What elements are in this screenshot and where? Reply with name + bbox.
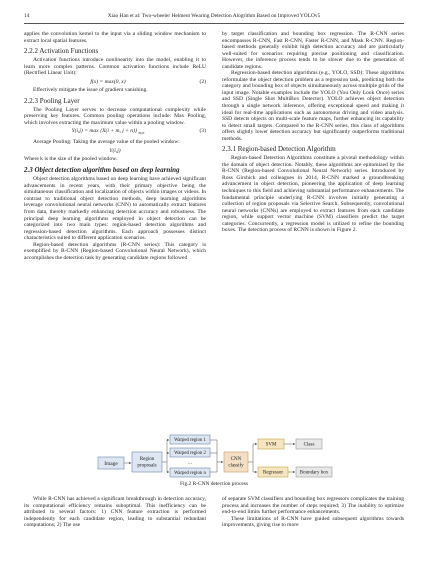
warped-region-1-label: Warped region 1 (174, 438, 206, 443)
left-column (24, 31, 206, 261)
heading-section-2-3: 2.3 Object detection algorithm based on deep learning (24, 165, 180, 174)
cnn-classify-box (224, 452, 248, 472)
warped-region-n-label: Warped region n (174, 471, 206, 476)
regressor-label: Regressor (263, 470, 283, 476)
paragraph-vanishing: Effectively mitigate the issue of gradient vanishing. (33, 87, 148, 94)
region-proposals-label-2: proposals (137, 463, 157, 469)
bottom-right-column (222, 496, 404, 529)
paragraph-average-pooling: Average Pooling: Taking the average value of the pooled window: (33, 139, 180, 146)
region-proposals-box (132, 452, 162, 472)
equation-2-body: f(x) = max(0, x) (90, 78, 126, 85)
running-title: Xiao Han et al: Two-wheeler Helment Wearing Detection Alogrithm Based on Improved YOLOv5 (107, 13, 321, 19)
equation-3-subscript: m,n (138, 130, 145, 136)
equation-2 (24, 79, 206, 86)
paragraph-where: Where k is the size of the pooled window. (24, 156, 118, 163)
warped-regions (170, 435, 210, 477)
equation-average: Y(i,j) (109, 147, 121, 154)
boundary-box-label: Boundary box (299, 470, 329, 476)
paragraph-rcnn-series: by target classification and bounding box regression. The R-CNN series encompasses R-CNN, Fast R-CNN, Faster R-CNN, and Mask R-CNN. Region-based methods generally exhibit high detection accuracy and are particularly well-suited for scenarios requiring precise positioning and classification. However, the inference process tends to be slower due to the generation of candidate regions. (222, 31, 404, 70)
svm-label: SVM (265, 442, 277, 448)
paragraph-rcnn-limitations-cont: of separate SVM classifiers and bounding box regressors complicates the training process and increases the number of steps required; 3) The inability to optimize end-to-end limits further performance enhancements. (222, 496, 404, 516)
warped-region-2-label: Warped region 2 (174, 451, 206, 456)
equation-3-body (24, 128, 192, 137)
paragraph-rcnn-process: Region-based Detection Algorithms constitute a pivotal methodology within the domain of object detection. Notably, these algorithms are epitomized by the R-CNN (Region-based Convolutional Neural Network) series. Introduced by Ross Girshick and colleagues in 2014, R-CNN marked a groundbreaking advancement in object detection, pioneering the application of deep learning techniques to this field and achieving substantial performance enhancements. The fundamental principle underlying R-CNN involves initially generating a collection of region proposals via Selective Search. Subsequently, convolutional neural networks (CNNs) are employed to extract features from each candidate region, while support vector machine (SVM) classifiers predict the target categories. Concurrently, a regression model is utilized to refine the bounding boxes. The detection process of RCNN is shown in Figure 2. (222, 155, 404, 234)
paragraph-region-based: Region-based detection algorithms (R-CNN series): This category is exemplified by R-CNN (Region-based Convolutional Neural Network), which accomplishes the detection task by generating candidate regions followed (24, 241, 206, 261)
running-header (24, 13, 404, 24)
paragraph-rcnn-limitations: While R-CNN has achieved a significant breakthrough in detection accuracy, its computational efficiency remains suboptimal. This inefficiency can be attributed to several factors: 1) CNN feature extraction is performed independently for each candidate region, leading to substantial redundant computations; 2) The use (24, 496, 206, 529)
paragraph-intro: applies the convolution kernel to the input via a sliding window mechanism to extract local spatial features. (24, 31, 206, 44)
bottom-left-column (24, 496, 206, 529)
image-label: Image (104, 461, 118, 467)
right-column (222, 31, 404, 234)
svm-box (258, 439, 284, 449)
regressor-box (258, 467, 288, 477)
figure-caption: Fig.2 R-CNN detection process (180, 481, 248, 487)
paragraph-guided-improvements: These limitations of R-CNN have guided subsequent algorithms towards improvements, giving rise to more (222, 515, 404, 529)
cnn-label: CNN (230, 457, 242, 462)
class-label: Class (303, 442, 315, 448)
paragraph-deep-learning: Object detection algorithms based on deep learning have achieved significant advancements in recent years, with their primary objective being the simultaneous classification and localization of objects within images or videos. In contrast to traditional object detection methods, deep learning algorithms leverage convolutional neural networks (CNN) to automatically extract features from data, thereby markedly enhancing detection accuracy and robustness. The principal deep learning algorithms employed in object detection can be categorized into two main types: region-based detection algorithms and regression-based detection algorithms. Each approach possesses distinct characteristics suited to different application scenarios. (24, 176, 206, 242)
equation-3 (24, 128, 206, 137)
page-number: 14 (24, 13, 30, 19)
heading-pooling-layer: 2.2.3 Pooling Layer (24, 96, 80, 105)
warped-dots: ... (188, 461, 192, 466)
paragraph-pooling: The Pooling Layer serves to decrease computational complexity while preserving key features. Common pooling operations include: Max Pooling, which involves extracting the maximum value within a pooling window. (24, 106, 206, 126)
heading-region-based-detection: 2.3.1 Region-based Detection Algorithm (222, 145, 336, 154)
paragraph-regression-based: Regression-based detection algorithms (e.g., YOLO, SSD): These algorithms reformulate the object detection problem as a regression task, predicting both the category and bounding box of objects simultaneously across multiple grids of the input image. Notable examples include the YOLO (You Only Look Once) series and SSD (Single Shot MultiBox Detector). YOLO achieves object detection through a single network inference, offering exceptional speed and making it ideal for real-time applications such as autonomous driving and video analysis. SSD detects objects on multi-scale feature maps, further enhancing its capability to detect small targets. Compared to the R-CNN series, this class of algorithms offers slightly lower detection accuracy but significantly outperforms traditional methods. (222, 70, 404, 142)
heading-activation-functions: 2.2.2 Activation Functions (24, 47, 99, 56)
paragraph-activation: Activation functions introduce nonlinearity into the model, enabling it to learn more complex patterns. Common activation functions include ReLU (Rectified Linear Unit): (24, 57, 206, 77)
equation-3-expression: Y(i,j) = max {X(i + m, j + n)} (71, 128, 138, 135)
class-box (296, 439, 322, 449)
equation-3-number: (3) (199, 128, 206, 135)
region-proposals-label: Region (139, 457, 155, 462)
boundary-box-box (296, 467, 332, 477)
equation-2-number: (2) (199, 78, 206, 85)
image-box (98, 457, 124, 469)
cnn-label-2: classify (228, 463, 244, 469)
